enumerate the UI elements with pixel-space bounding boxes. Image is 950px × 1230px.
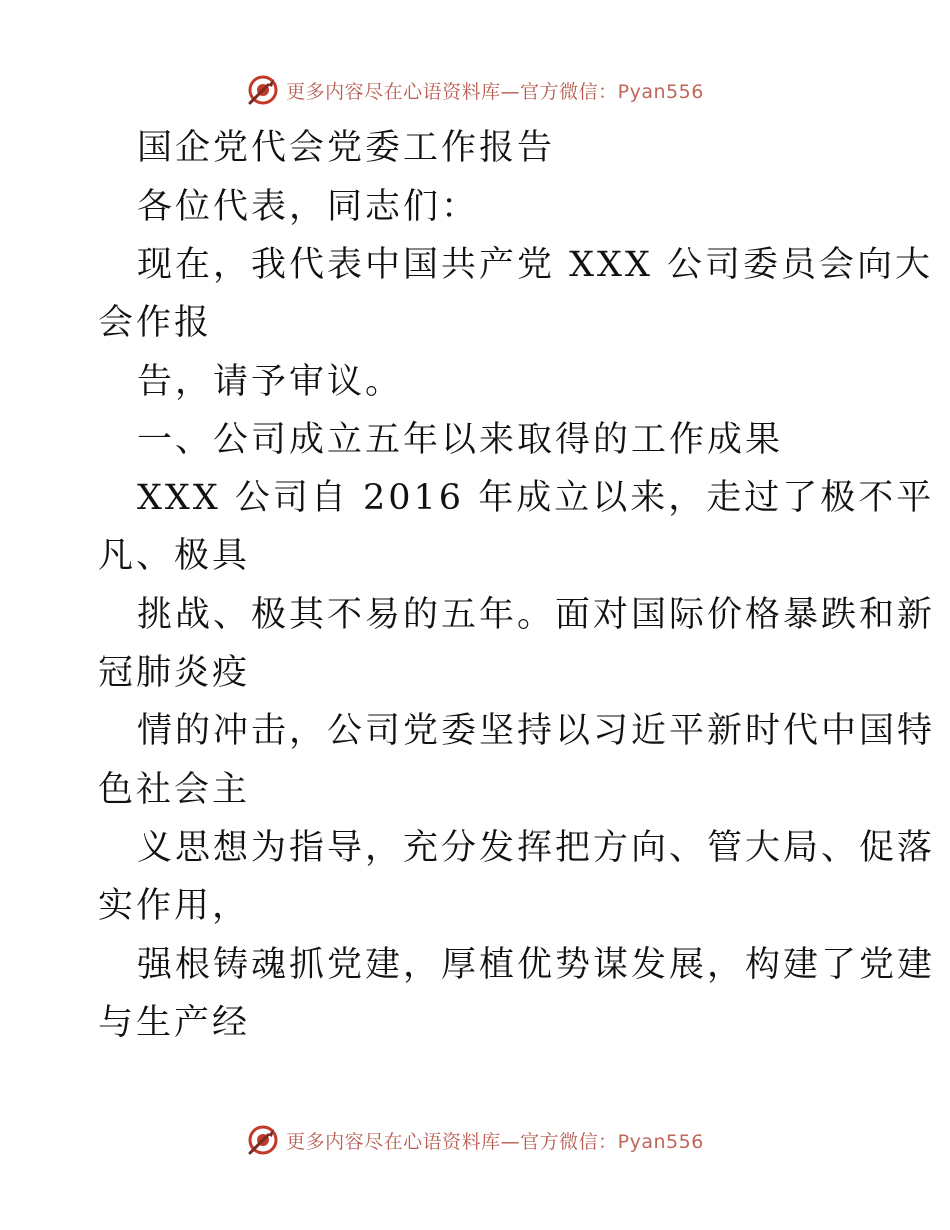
text-line: 告，请予审议。 — [137, 362, 404, 402]
text-line: 色社会主 — [98, 770, 251, 810]
text-line: XXX 公司自 2016 年成立以来，走过了极不平 — [137, 478, 935, 518]
header-text: 更多内容尽在心语资料库—官方微信：Pyan556 — [286, 80, 704, 103]
logo-icon — [246, 73, 280, 107]
text-line: 凡、极具 — [98, 536, 251, 576]
text-line: 会作报 — [98, 303, 213, 343]
text-line: 强根铸魂抓党建，厚植优势谋发展，构建了党建 — [137, 945, 936, 985]
footer-text: 更多内容尽在心语资料库—官方微信：Pyan556 — [286, 1130, 704, 1153]
header-wechat: Pyan556 — [617, 80, 704, 103]
footer-watermark — [0, 1120, 950, 1160]
text-line: 与生产经 — [98, 1003, 251, 1043]
header-watermark — [0, 70, 950, 110]
text-line: 挑战、极其不易的五年。面对国际价格暴跌和新 — [137, 595, 936, 635]
text-line: 义思想为指导，充分发挥把方向、管大局、促落 — [137, 828, 936, 868]
text-line: 情的冲击，公司党委坚持以习近平新时代中国特 — [137, 711, 936, 751]
document-title: 国企党代会党委工作报告 — [137, 128, 556, 168]
text-line: 实作用， — [98, 886, 251, 926]
footer-wechat: Pyan556 — [617, 1130, 704, 1153]
logo-icon — [246, 1123, 280, 1157]
text-line: 现在，我代表中国共产党 XXX 公司委员会向大 — [137, 245, 934, 285]
section-heading: 一、公司成立五年以来取得的工作成果 — [137, 420, 784, 460]
text-line: 各位代表，同志们： — [137, 187, 480, 227]
text-line: 冠肺炎疫 — [98, 653, 251, 693]
